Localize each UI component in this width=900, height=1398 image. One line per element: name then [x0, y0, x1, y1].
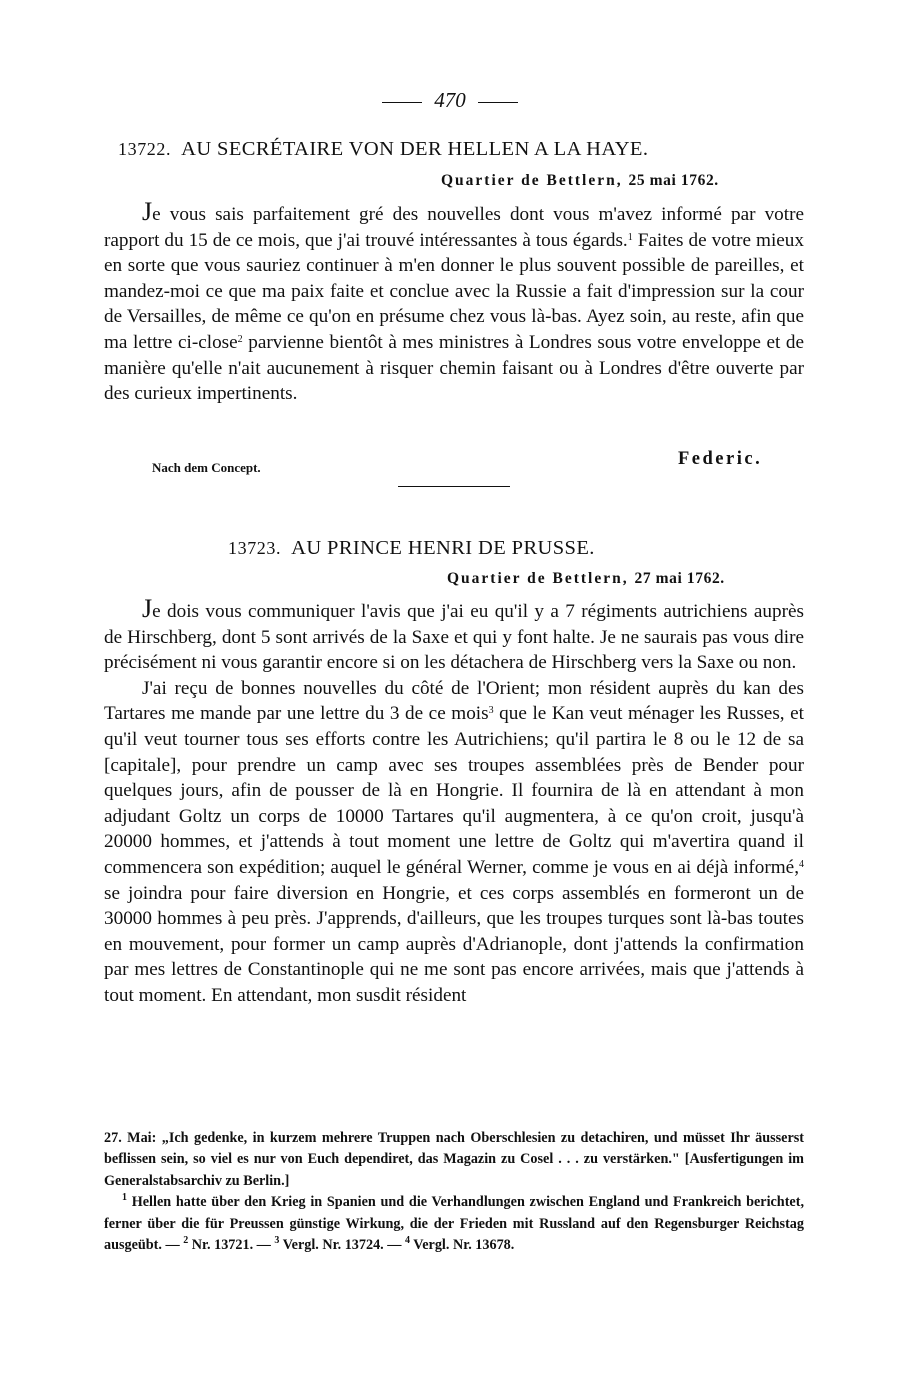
letter-place: Quartier de Bettlern,	[441, 172, 623, 189]
letter-date: 25 mai 1762.	[628, 172, 719, 189]
footnote-mark: 3	[274, 1235, 280, 1247]
letter-date: 27 mai 1762.	[634, 570, 725, 587]
letter-13723-place-date	[447, 570, 725, 588]
page-number-right-dash	[478, 102, 518, 103]
paragraph-text: J'ai reçu de bonnes nouvelles du côté de l'Orient; mon résident auprès du kan des Tartares me mande par une lettre du 3 de ce mois	[104, 677, 804, 725]
paragraph-text: se joindra pour faire diversion en Hongrie, et ces corps assemblés en formeront un de 30000 hommes à peu près. J'apprends, d'ailleurs, que les troupes turques sont là-bas toutes en mouvement, pour former un camp auprès d'Adrianople, dont j'attends la confirmation par mes lettres de Constantinople qui ne me sont pas encore arrivées, mais que j'attends à tout moment. En attendant, mon susdit résident	[104, 882, 804, 1006]
letter-paragraph	[104, 199, 804, 407]
footnote-ref: 1	[627, 231, 633, 243]
paragraph-text: Faites de votre mieux en sorte que vous sauriez continuer à m'en donner le plus souvent possible de pareilles, et mandez-moi ce que ma paix faite et conclue avec la Russie a fait d'impression sur la cour de Versailles, de même ce qu'on en présume chez vous là-bas. Ayez soin, au reste, afin que ma lettre ci-close	[104, 229, 804, 353]
letter-title: AU SECRÉTAIRE VON DER HELLEN A LA HAYE.	[181, 138, 649, 160]
footnote-text: Vergl. Nr. 13678.	[410, 1237, 515, 1254]
letter-paragraph: Je dois vous communiquer l'avis que j'ai eu qu'il y a 7 régiments autrichiens auprès de Hirschberg, dont 5 sont arrivés de la Saxe et qui y font halte. Je ne saurais pas vous dire précisément ni vous garantir encore si on les détachera de Hirschberg vers la Saxe ou non.	[104, 594, 804, 674]
footnote-text: Nr. 13721. —	[188, 1237, 275, 1254]
letter-13723-body	[104, 596, 804, 1009]
footnote-mark: 4	[405, 1235, 411, 1247]
letter-paragraph	[104, 676, 804, 1009]
footnote-date-note: 27. Mai: „Ich gedenke, in kurzem mehrere Truppen nach Oberschlesien zu detachiren, und müsset Ihr äusserst beflissen sein, so viel es nur von Euch dependiret, das Magazin zu Cosel . . . zu verstärken." [Ausfertigungen im Generalstabsarchiv zu Berlin.]	[104, 1130, 804, 1189]
letter-title: AU PRINCE HENRI DE PRUSSE.	[291, 537, 595, 559]
signature: Federic.	[678, 449, 763, 469]
letter-place: Quartier de Bettlern,	[447, 570, 629, 587]
footnote-ref: 3	[488, 705, 494, 717]
page-number-left-dash	[382, 102, 422, 103]
footnote-text: Vergl. Nr. 13724. —	[279, 1237, 406, 1254]
letter-13722-body	[104, 199, 804, 407]
paragraph-text: Je vous sais parfaitement gré des nouvelles dont vous m'avez informé par votre rapport du 15 de ce mois, que j'ai trouvé intéressantes à tous égards.	[104, 197, 804, 251]
letter-13722-heading	[118, 138, 818, 161]
page-number: 470	[434, 88, 466, 112]
letter-13722-place-date	[441, 172, 719, 190]
footnote-text: Hellen hatte über den Krieg in Spanien und die Verhandlungen zwischen England und Frankreich berichtet, ferner über die für Preussen günstige Wirkung, die der Frieden mit Russland auf den Regensburger Reichstag ausgeübt. —	[104, 1194, 804, 1254]
page-number-line	[0, 88, 900, 113]
source-note: Nach dem Concept.	[152, 460, 261, 475]
section-divider	[398, 486, 510, 487]
letter-13723-heading	[228, 537, 900, 560]
footnotes	[104, 1128, 804, 1256]
letter-number: 13722.	[118, 139, 172, 159]
paragraph-text: que le Kan veut ménager les Russes, et qu'il veut tourner tous ses efforts contre les Autrichiens; qu'il partira le 8 ou le 12 de sa [capitale], pour prendre un camp avec ses troupes assemblées près de Bender pour quelques jours, afin de pousser de là en Hongrie. Il fournira de là en attendant à mon adjudant Goltz un corps de 10000 Tartares qu'il augmentera, à ce qu'on croit, jusqu'à 20000 hommes, et j'attends à tout moment une lettre de Goltz qui m'avertira quand il commencera son expédition; auquel le général Werner, comme je vous en ai déjà informé,	[104, 703, 805, 878]
letter-number: 13723.	[228, 538, 282, 558]
footnote-list	[104, 1192, 804, 1256]
footnote-mark: 2	[183, 1235, 189, 1247]
footnote-mark: 1	[122, 1192, 127, 1204]
footnote-ref: 2	[237, 333, 243, 345]
paragraph-text: parvienne bientôt à mes ministres à Londres sous votre enveloppe et de manière qu'elle n'ait aucunement à risquer chemin faisant ou à Londres d'être ouverte par des curieux impertinents.	[104, 331, 804, 405]
footnote-ref: 4	[799, 858, 804, 870]
